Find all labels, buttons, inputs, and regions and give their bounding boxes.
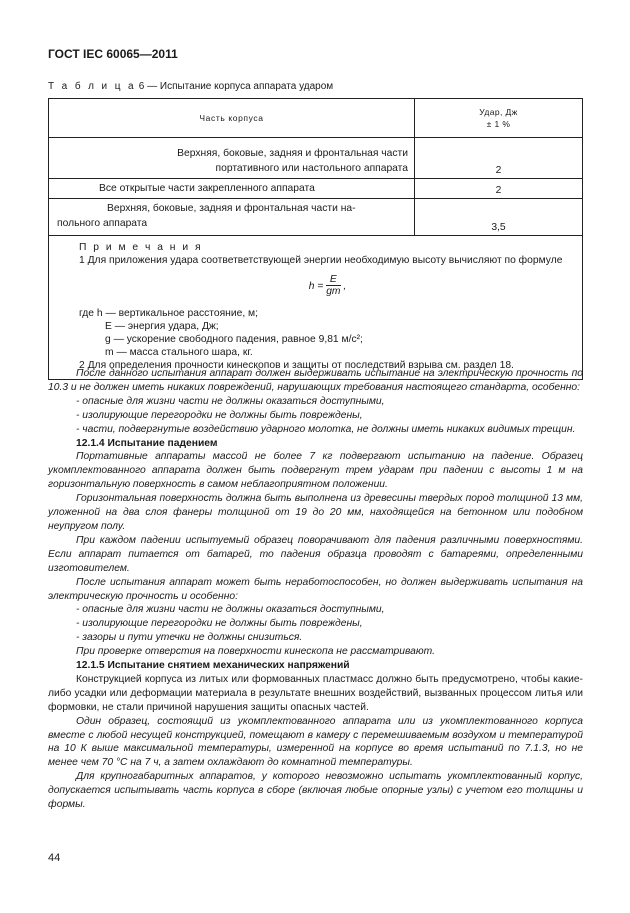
column-header-impact <box>415 99 583 138</box>
table-header-row <box>49 99 583 138</box>
table-cell-value: 2 <box>415 179 583 199</box>
paragraph: Горизонтальная поверхность должна быть выполнена из древесины твердых пород толщиной 13 мм, уложенной на два слоя фанеры толщиной от 19 до 20 мм, находящейся на бетонном или подобном неупругом полу. <box>48 493 583 532</box>
where-g: g — ускорение свободного падения, равное 9,81 м/с²; <box>105 334 363 345</box>
section-heading-12-1-5: 12.1.5 Испытание снятием механических напряжений <box>76 660 350 672</box>
paragraph: Конструкцией корпуса из литых или формованных пластмасс должно быть предусмотрено, чтобы какие-либо усадки или деформации материала в результате внешних воздействий, вызванных процессом литья или формовки, не стали причиной нарушения защиты опасных частей. <box>48 673 583 713</box>
formula-numerator: E <box>326 275 340 286</box>
column-header-part: Часть корпуса <box>49 99 415 138</box>
table-cell-value: 2 <box>415 138 583 179</box>
list-item: - опасные для жизни части не должны оказаться доступными, <box>76 604 385 616</box>
paragraph: При каждом падении испытуемый образец поворачивают для падения различными поверхностями. Если аппарат питается от батарей, то падения образца проводят с батареями, определенными изготовителем. <box>48 534 583 574</box>
note-2: 2 Для определения прочности кинескопов и защиты от последствий взрыва см. раздел 18. <box>79 360 514 371</box>
paragraph: Один образец, состоящий из укомплектованного аппарата или из укомплектованного корпуса вместе с любой несущей конструкцией, помещают в камеру с перемешиваемым воздухом и температурой на 10 К выше максимальной температуры, измеренной на корпусе во время испытаний по 7.1.3, но не менее чем 70 °С на 7 ч, а затем охлаждают до комнатной температуры. <box>48 715 583 769</box>
row-1-part-line1: Верхняя, боковые, задняя и фронтальная части <box>177 148 408 159</box>
formula-fraction <box>326 275 340 297</box>
notes-title: П р и м е ч а н и я <box>79 242 203 253</box>
row-1-part-line2: портативного или настольного аппарата <box>215 163 408 174</box>
paragraph: Для крупногабаритных аппаратов, у которого невозможно испытать укомплектованный корпус, допускается испытывать часть корпуса в сборе (включая любые опорные узлы) с учетом его толщины и формы. <box>48 771 583 811</box>
where-e: E — энергия удара, Дж; <box>105 321 219 332</box>
where-h: где h — вертикальное расстояние, м; <box>79 308 258 319</box>
impact-test-table <box>48 98 583 380</box>
height-formula <box>79 275 576 297</box>
where-m: m — масса стального шара, кг. <box>105 347 253 358</box>
paragraph: При проверке отверстия на поверхности кинескопа не рассматривают. <box>76 646 435 658</box>
list-item: - зазоры и пути утечки не должны снизиться. <box>76 632 303 644</box>
table-cell-part <box>49 138 415 179</box>
column-header-impact-line2: ± 1 % <box>486 119 511 129</box>
table-cell-part <box>49 199 415 236</box>
formula-tail: , <box>343 280 347 292</box>
list-item: - опасные для жизни части не должны оказаться доступными, <box>76 395 385 407</box>
row-3-part-line2: польного аппарата <box>57 218 148 229</box>
paragraph: Портативные аппараты массой не более 7 кг подвергают испытанию на падение. Образец укомплектованного аппарата должен быть подвергнут трем ударам при падении с высоты 1 м на горизонтальную поверхность в самом неблагоприятном положении. <box>48 451 583 491</box>
table-row <box>49 138 583 179</box>
list-item: - изолирующие перегородки не должны быть повреждены, <box>76 409 363 421</box>
formula-denominator: gm <box>326 286 341 297</box>
column-header-impact-line1: Удар, Дж <box>479 107 518 117</box>
table-notes-row <box>49 236 583 380</box>
row-3-part-line1: Верхняя, боковые, задняя и фронтальная части на- <box>107 203 356 214</box>
page-number: 44 <box>48 852 61 864</box>
paragraph: После данного испытания аппарат должен выдерживать испытание на электрическую прочность по 10.3 и не должен иметь никаких повреждений, нарушающих требования настоящего стандарта, особенно: <box>48 368 583 393</box>
list-item: - части, подвергнутые воздействию ударного молотка, не должны иметь никаких видимых трещин. <box>76 423 576 435</box>
row-2-part-line1: Все открытые части закрепленного аппарата <box>99 183 315 194</box>
table-cell-value: 3,5 <box>415 199 583 236</box>
table-row <box>49 199 583 236</box>
section-heading-12-1-4: 12.1.4 Испытание падением <box>76 437 218 449</box>
formula-lhs: h = <box>308 280 324 292</box>
table-caption-text: 6 — Испытание корпуса аппарата ударом <box>138 81 334 92</box>
note-1: 1 Для приложения удара соответветствующей энергии необходимую высоту вычисляют по формуле <box>79 255 563 266</box>
table-caption-prefix: Т а б л и ц а <box>48 81 136 92</box>
table-notes <box>49 236 583 380</box>
table-cell-part <box>49 179 415 199</box>
table-row <box>49 179 583 199</box>
document-header: ГОСТ IEC 60065—2011 <box>48 47 178 61</box>
table-caption <box>48 81 333 92</box>
body-text <box>48 367 583 812</box>
list-item: - изолирующие перегородки не должны быть повреждены, <box>76 618 363 630</box>
paragraph: После испытания аппарат может быть неработоспособен, но должен выдерживать испытания на электрическую прочность и особенно: <box>48 576 583 602</box>
